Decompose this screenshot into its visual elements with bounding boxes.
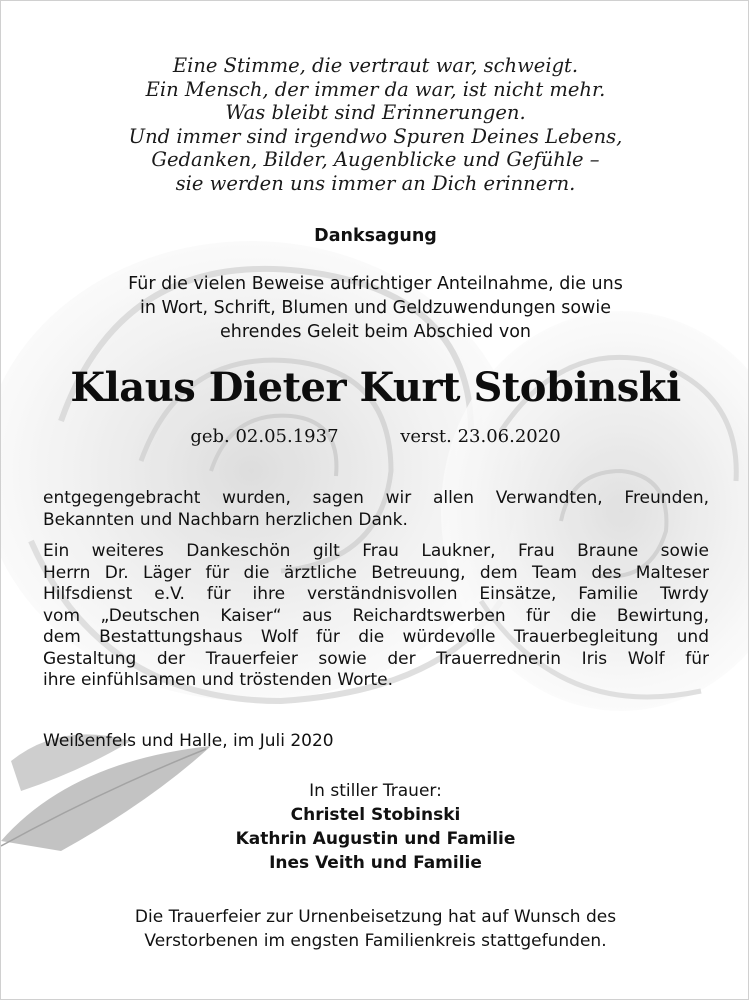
poem-line: Ein Mensch, der immer da war, ist nicht mehr. <box>145 77 606 101</box>
text-line: Gestaltung der Trauerfeier sowie der Trauerrednerin Iris Wolf für <box>43 648 709 669</box>
poem <box>1 54 749 195</box>
text-line: dem Bestattungshaus Wolf für die würdevolle Trauerbegleitung und <box>43 627 709 647</box>
thanks-paragraph-1 <box>43 488 709 531</box>
intro-text <box>1 272 749 344</box>
place-and-date: Weißenfels und Halle, im Juli 2020 <box>43 731 334 751</box>
thanks-paragraph-2 <box>43 541 709 692</box>
poem-line: Gedanken, Bilder, Augenblicke und Gefühle – <box>151 148 600 171</box>
poem-line: sie werden uns immer an Dich erinnern. <box>175 171 576 195</box>
footer-line: Verstorbenen im engsten Familienkreis stattgefunden. <box>144 931 607 951</box>
poem-line: Was bleibt sind Erinnerungen. <box>225 101 526 124</box>
intro-line: Für die vielen Beweise aufrichtiger Anteilnahme, die uns <box>128 274 623 294</box>
text-line: Bekannten und Nachbarn herzlichen Dank. <box>43 509 408 530</box>
text-line: entgegengebracht wurden, sagen wir allen Verwandten, Freunden, <box>43 488 709 508</box>
poem-line: Eine Stimme, die vertraut war, schweigt. <box>172 54 579 77</box>
text-line: Hilfsdienst e.V. für ihre verständnisvollen Einsätze, Familie Twrdy <box>43 584 709 604</box>
deceased-name: Klaus Dieter Kurt Stobinski <box>70 364 681 411</box>
intro-line: in Wort, Schrift, Blumen und Geldzuwendungen sowie <box>139 298 611 318</box>
funeral-note <box>1 905 749 953</box>
text-line: vom „Deutschen Kaiser“ aus Reichardtswerben für die Bewirtung, <box>43 605 709 626</box>
mourners-signature <box>1 779 749 875</box>
heading-danksagung: Danksagung <box>314 226 437 246</box>
mourner-name: Ines Veith und Familie <box>269 853 482 873</box>
mourner-name: Christel Stobinski <box>290 805 461 825</box>
text-line: ihre einfühlsamen und tröstenden Worte. <box>43 670 394 690</box>
mourner-name: Kathrin Augustin und Familie <box>235 829 516 849</box>
text-line: Ein weiteres Dankeschön gilt Frau Laukner, Frau Braune sowie <box>43 541 709 561</box>
poem-line: Und immer sind irgendwo Spuren Deines Lebens, <box>128 124 623 148</box>
life-dates <box>1 425 749 449</box>
text-line: Herrn Dr. Läger für die ärztliche Betreuung, dem Team des Malteser <box>43 562 709 583</box>
mourning-intro: In stiller Trauer: <box>309 781 442 801</box>
death-date: verst. 23.06.2020 <box>400 426 561 447</box>
footer-line: Die Trauerfeier zur Urnenbeisetzung hat auf Wunsch des <box>134 907 617 927</box>
intro-line: ehrendes Geleit beim Abschied von <box>219 322 532 342</box>
birth-date: geb. 02.05.1937 <box>190 426 339 447</box>
